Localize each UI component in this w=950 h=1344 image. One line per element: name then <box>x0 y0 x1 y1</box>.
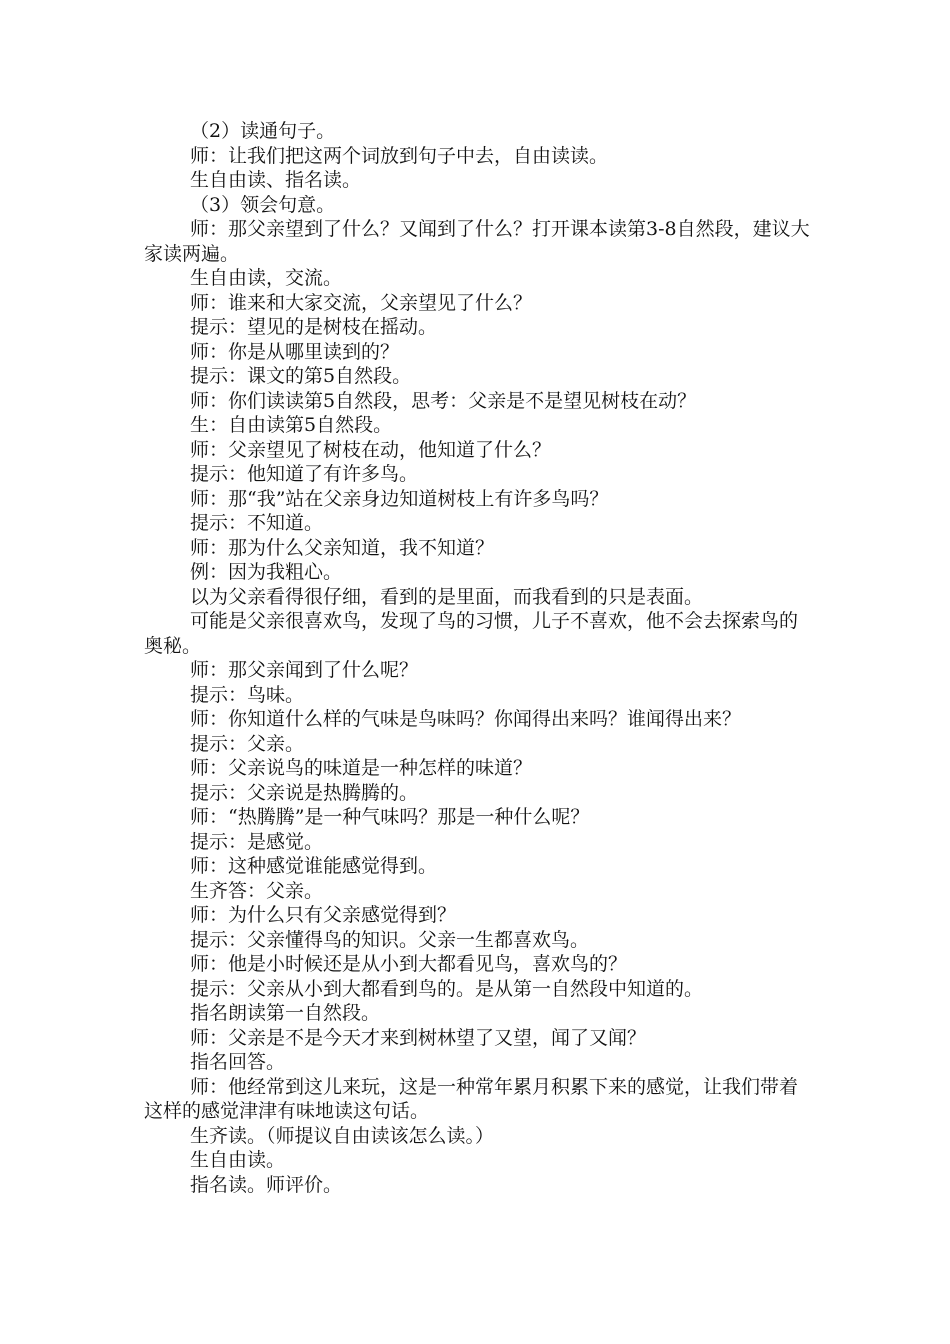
paragraph: （3）领会句意。 <box>190 193 336 216</box>
paragraph: 生：自由读第5自然段。 <box>190 414 393 436</box>
paragraph: 以为父亲看得很仔细，看到的是里面，而我看到的只是表面。 <box>190 585 704 608</box>
paragraph: 生自由读。 <box>190 1149 286 1171</box>
paragraph: 师：谁来和大家交流，父亲望见了什么？ <box>190 291 533 314</box>
paragraph: （2）读通句子。 <box>190 120 336 142</box>
document-body <box>144 119 812 1197</box>
paragraph: 师：那父亲望到了什么？又闻到了什么？打开课本读第3-8自然段，建议大家读两遍。 <box>144 218 810 265</box>
paragraph: 提示：他知道了有许多鸟。 <box>190 463 419 485</box>
paragraph: 师：父亲是不是今天才来到树林望了又望，闻了又闻？ <box>190 1026 647 1049</box>
paragraph: 师：这种感觉谁能感觉得到。 <box>190 855 438 877</box>
paragraph: 师：父亲望见了树枝在动，他知道了什么？ <box>190 438 552 461</box>
paragraph: 提示：鸟味。 <box>190 683 305 706</box>
paragraph: 师：你们读读第5自然段，思考：父亲是不是望见树枝在动？ <box>190 389 697 412</box>
paragraph: 生齐答：父亲。 <box>190 879 324 902</box>
paragraph: 师：那“我”站在父亲身边知道树枝上有许多鸟吗？ <box>190 487 609 510</box>
paragraph: 师：“热腾腾”是一种气味吗？那是一种什么呢？ <box>190 806 590 828</box>
paragraph: 师：他是小时候还是从小到大都看见鸟，喜欢鸟的？ <box>190 953 628 975</box>
paragraph: 师：那父亲闻到了什么呢？ <box>190 659 419 681</box>
paragraph: 生齐读。（师提议自由读该怎么读。） <box>190 1124 495 1147</box>
paragraph: 提示：父亲。 <box>190 732 305 755</box>
paragraph: 生自由读、指名读。 <box>190 169 362 191</box>
paragraph: 提示：父亲懂得鸟的知识。父亲一生都喜欢鸟。 <box>190 928 590 951</box>
paragraph: 可能是父亲很喜欢鸟，发现了鸟的习惯，儿子不喜欢，他不会去探索鸟的奥秘。 <box>144 610 799 657</box>
paragraph: 生自由读，交流。 <box>190 267 343 289</box>
paragraph: 提示：父亲说是热腾腾的。 <box>190 781 419 804</box>
paragraph: 师：你知道什么样的气味是鸟味吗？你闻得出来吗？谁闻得出来？ <box>190 708 742 730</box>
paragraph: 师：父亲说鸟的味道是一种怎样的味道？ <box>190 757 533 779</box>
paragraph: 师：他经常到这儿来玩，这是一种常年累月积累下来的感觉，让我们带着这样的感觉津津有味地读这句话。 <box>144 1075 799 1122</box>
paragraph: 师：让我们把这两个词放到句子中去，自由读读。 <box>190 144 609 167</box>
paragraph: 师：那为什么父亲知道，我不知道？ <box>190 536 495 559</box>
paragraph: 指名朗读第一自然段。 <box>190 1002 381 1024</box>
paragraph: 师：你是从哪里读到的？ <box>190 340 400 363</box>
paragraph: 提示：课文的第5自然段。 <box>190 365 412 387</box>
paragraph: 指名回答。 <box>190 1051 286 1073</box>
paragraph: 例：因为我粗心。 <box>190 561 343 583</box>
paragraph: 提示：望见的是树枝在摇动。 <box>190 316 438 338</box>
paragraph: 指名读。师评价。 <box>190 1173 343 1196</box>
paragraph: 提示：是感觉。 <box>190 830 324 853</box>
paragraph: 师：为什么只有父亲感觉得到？ <box>190 904 457 926</box>
paragraph: 提示：不知道。 <box>190 512 324 534</box>
paragraph: 提示：父亲从小到大都看到鸟的。是从第一自然段中知道的。 <box>190 977 704 1000</box>
